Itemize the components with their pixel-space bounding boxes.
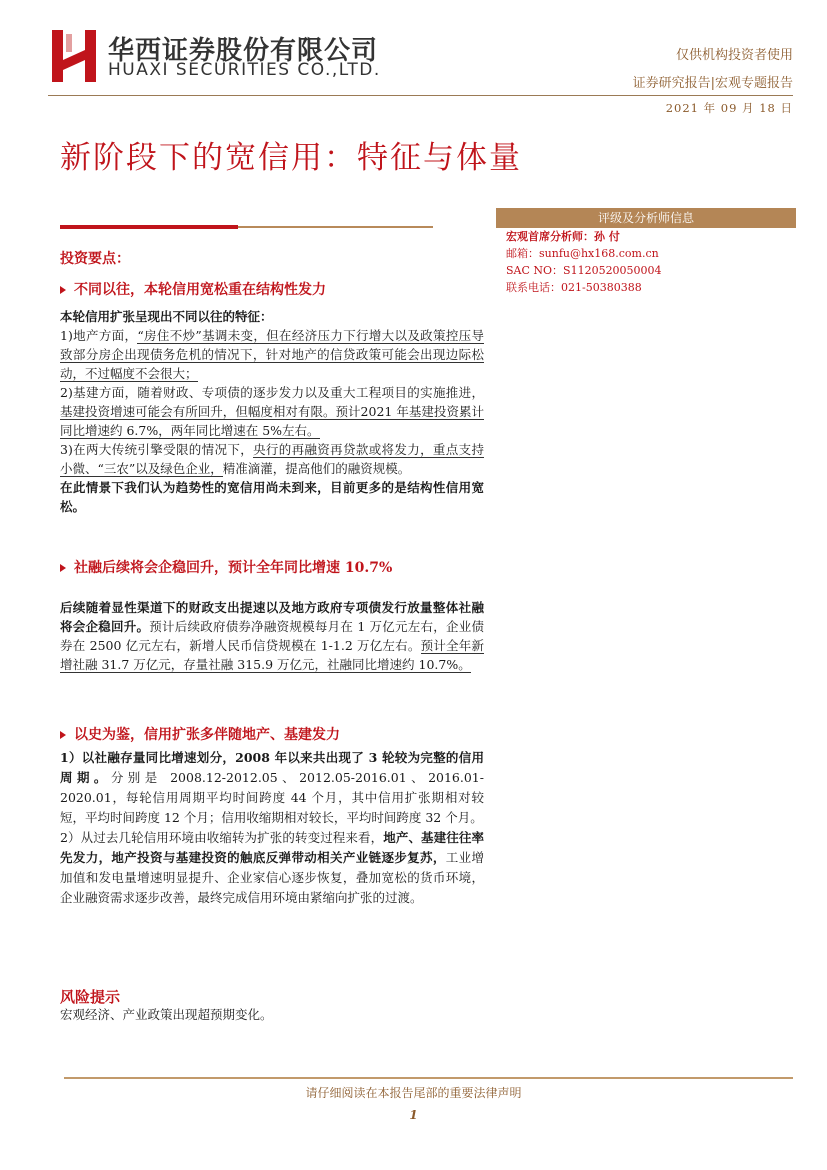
section1-body <box>60 307 484 516</box>
huaxi-logo-icon <box>52 30 96 82</box>
section2-bold-lead: 后续随着显性渠道下的财政支出提速以及地方政府专项债发行放量整体社融将会企稳回升。 <box>60 600 484 634</box>
section3-p2-lead: 2）从过去几轮信用环境由收缩转为扩张的转变过程来看， <box>60 830 384 845</box>
section2-text: 预计后续政府债券净融资规模每月在 1 万亿元左右，企业债券在 2500 亿元左右，新增人民币信贷规模在 1-1.2 万亿左右。 <box>60 619 484 653</box>
triangle-bullet-icon <box>60 564 66 572</box>
report-type-tag: 证券研究报告|宏观专题报告 <box>632 76 793 91</box>
section1-p2-underlined: 基建投资增速可能会有所回升，但幅度相对有限。预计2021 年基建投资累计同比增速约 6.7%，两年同比增速在 5%左右。 <box>60 404 484 438</box>
investment-points-title: 投资要点： <box>60 251 130 267</box>
section3-heading-text: 以史为鉴，信用扩张多伴随地产、基建发力 <box>74 727 340 743</box>
footer-divider <box>64 1077 793 1079</box>
section3-body <box>60 748 484 908</box>
section1-p3-lead: 3)在两大传统引擎受限的情况下， <box>60 442 254 457</box>
analyst-phone: 联系电话：021-50380388 <box>506 281 642 294</box>
section1-p3-underlined: 央行的再融资再贷款或将发力，重点支持小微、“三农”以及绿色企业， <box>60 442 484 476</box>
analyst-sac: SAC NO：S1120520050004 <box>506 264 662 277</box>
section1-intro: 本轮信用扩张呈现出不同以往的特征： <box>60 309 273 324</box>
section2-underlined: 预计全年新增社融 31.7 万亿元，存量社融 315.9 万亿元，社融同比增速约 10.7%。 <box>60 638 484 672</box>
page-number: 1 <box>409 1108 418 1122</box>
triangle-bullet-icon <box>60 286 66 294</box>
audience-tag: 仅供机构投资者使用 <box>675 48 793 63</box>
section3-p2-tail: 工业增加值和发电量增速明显提升、企业家信心逐步恢复，叠加宽松的货币环境，企业融资需求逐步改善，最终完成信用环境由紧缩向扩张的过渡。 <box>60 850 484 905</box>
section3-p2-bold: 地产、基建往往率先发力，地产投资与基建投资的触底反弹带动相关产业链逐步复苏， <box>60 830 484 865</box>
section3-heading <box>60 724 340 744</box>
section3-p1-bold: 1）以社融存量同比增速划分，2008 年以来共出现了 3 轮较为完整的信用周期。 <box>60 750 484 785</box>
analyst-info-box <box>496 208 796 296</box>
analyst-name: 宏观首席分析师：孙 付 <box>506 230 620 243</box>
section1-conclusion: 在此情景下我们认为趋势性的宽信用尚未到来，目前更多的是结构性信用宽松。 <box>60 480 484 514</box>
risk-title: 风险提示 <box>60 988 121 1006</box>
section1-p1-lead: 1)地产方面， <box>60 328 138 343</box>
section2-heading-text: 社融后续将会企稳回升，预计全年同比增速 10.7% <box>74 560 393 576</box>
section3-p1-text: 分别是 2008.12-2012.05、2012.05-2016.01、2016.01-2020.01，每轮信用周期平均时间跨度 44 个月，其中信用扩张期相对较短，平均时间跨度 12 个月；信用收缩期相对较长，平均时间跨度 32 个月。 <box>60 770 484 825</box>
title-rule-red <box>60 225 238 229</box>
company-name-cn: 华西证券股份有限公司 <box>108 36 379 66</box>
risk-text: 宏观经济、产业政策出现超预期变化。 <box>60 1007 273 1022</box>
section2-heading <box>60 557 392 577</box>
report-title: 新阶段下的宽信用：特征与体量 <box>60 140 522 176</box>
company-name-en: HUAXI SECURITIES CO.,LTD. <box>108 60 381 80</box>
analyst-box-header: 评级及分析师信息 <box>496 208 796 228</box>
title-rule-brown <box>238 226 433 228</box>
section2-body <box>60 598 484 674</box>
section1-p2-lead: 2)基建方面，随着财政、专项债的逐步发力以及重大工程项目的实施推进， <box>60 385 484 400</box>
section1-heading-text: 不同以往，本轮信用宽松重在结构性发力 <box>74 282 326 298</box>
header-divider <box>48 95 793 96</box>
analyst-email[interactable]: 邮箱：sunfu@hx168.com.cn <box>506 247 659 260</box>
triangle-bullet-icon <box>60 731 66 739</box>
section1-heading <box>60 279 326 299</box>
section1-p1-underlined: “房住不炒”基调未变，但在经济压力下行增大以及政策控压导致部分房企出现债务危机的情况下，针对地产的信贷政策可能会出现边际松动，不过幅度不会很大； <box>60 328 484 381</box>
footer-disclaimer: 请仔细阅读在本报告尾部的重要法律声明 <box>305 1086 522 1100</box>
section1-p3-tail: 精准滴灌，提高他们的融资规模。 <box>222 461 411 476</box>
report-date: 2021 年 09 月 18 日 <box>665 101 793 115</box>
